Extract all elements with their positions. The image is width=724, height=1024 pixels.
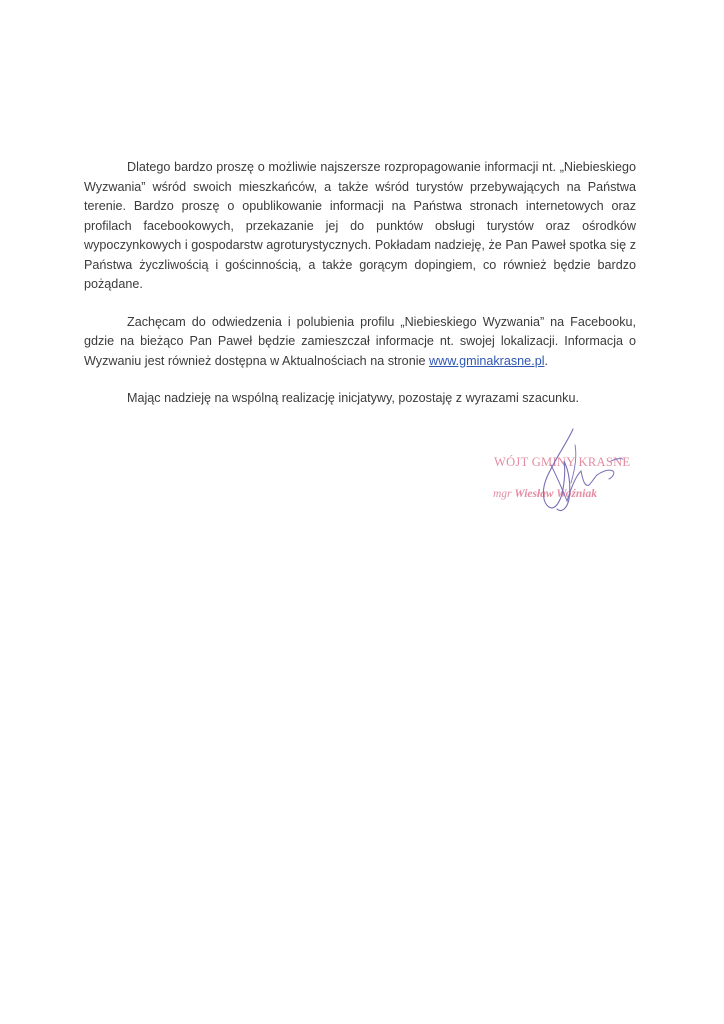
stamp-title: WÓJT GMINY KRASNE — [494, 455, 631, 469]
stamp-degree-prefix: mgr — [493, 488, 515, 500]
paragraph-facebook-invitation — [84, 313, 636, 372]
handwritten-signature — [485, 425, 635, 520]
letter-body — [84, 158, 636, 427]
website-link[interactable]: www.gminakrasne.pl — [429, 353, 545, 368]
closing-sentence: Mając nadzieję na wspólną realizację inicjatywy, pozostaję z wyrazami szacunku. — [127, 391, 579, 405]
stamp-name: Wiesław Woźniak — [514, 488, 597, 500]
paragraph-promotion-request: Dlatego bardzo proszę o możliwie najszersze rozpropagowanie informacji nt. „Niebieskiego Wyzwania” wśród swoich mieszkańców, a także wśród turystów przebywających na Państwa terenie. Bardzo proszę o opublikowanie informacji na Państwa stronach internetowych oraz profilach facebookowych, przekazanie jej do punktów obsługi turystów oraz ośrodków wypoczynkowych i gospodarstw agroturystycznych. Pokładam nadzieję, że Pan Paweł spotka się z Państwa życzliwością i gościnnością, a także gorącym dopingiem, co również będzie bardzo pożądane. — [84, 160, 636, 291]
official-stamp — [485, 425, 635, 520]
paragraph-facebook-end: . — [544, 353, 548, 368]
paragraph-facebook-text: Zachęcam do odwiedzenia i polubienia profilu „Niebieskiego Wyzwania” na Facebooku, gdzie na bieżąco Pan Paweł będzie zamieszczał informacje nt. swojej lokalizacji. Informacja o Wyzwaniu jest również dostępna w Aktualnościach na stronie — [84, 314, 636, 368]
